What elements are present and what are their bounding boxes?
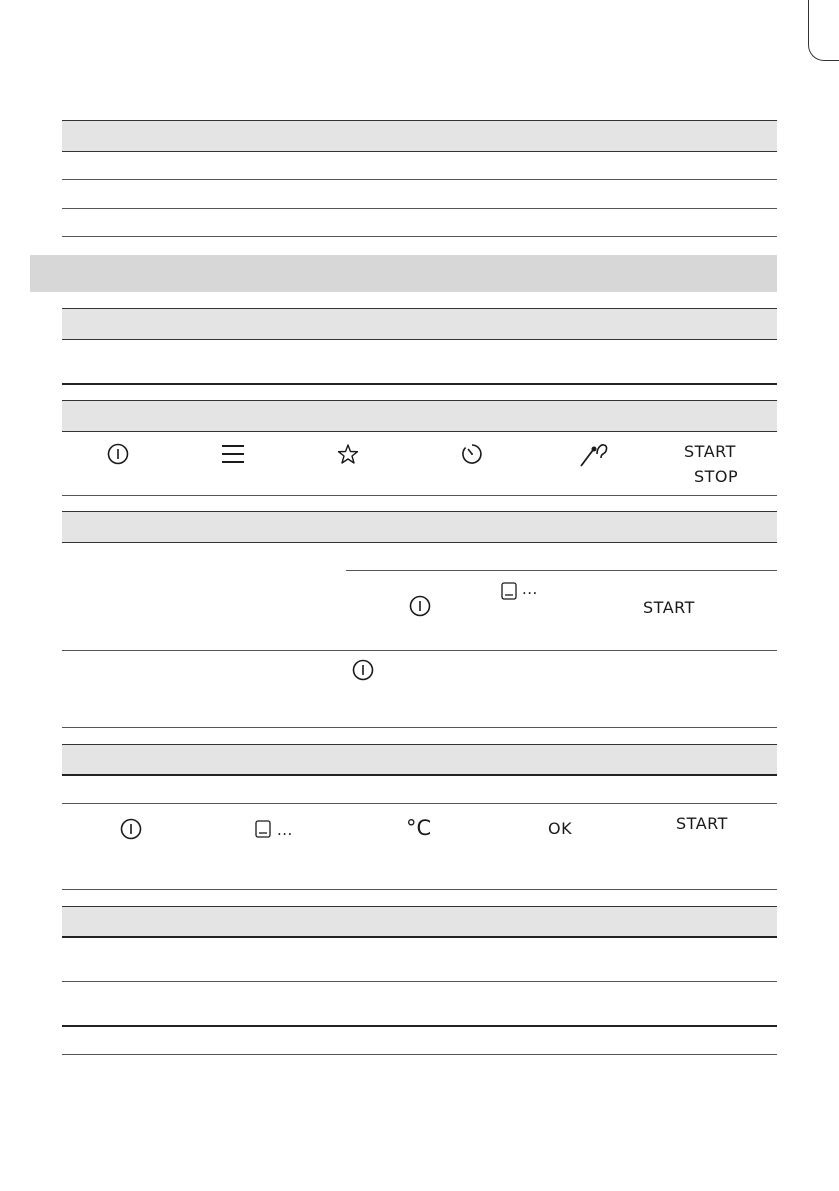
table-header-band: [62, 308, 777, 340]
start-label: START: [643, 598, 695, 617]
table-row-divider: [62, 650, 777, 651]
table-row-divider: [62, 774, 777, 776]
temperature-icon: °C: [406, 816, 432, 840]
table-header-band: [62, 511, 777, 543]
table-bottom-rule: [62, 383, 777, 385]
oven-function-icon: [254, 819, 272, 839]
table-row-divider: [62, 208, 777, 209]
table-header-band: [62, 400, 777, 432]
table-bottom-rule: [62, 495, 777, 496]
table-bottom-rule: [62, 1054, 777, 1055]
ok-label: OK: [548, 819, 573, 838]
probe-icon: [579, 442, 609, 468]
timer-icon: [460, 442, 484, 466]
table-row-divider: [62, 179, 777, 180]
table-bottom-rule: [62, 727, 777, 728]
stop-label: STOP: [694, 467, 739, 486]
ellipsis: ...: [522, 580, 538, 598]
table-row-divider: [62, 1025, 777, 1027]
table-row-divider: [346, 570, 777, 571]
page-edge-tab: [808, 0, 839, 61]
star-icon: [336, 442, 360, 466]
start-label: START: [676, 814, 728, 833]
table-row-divider: [62, 236, 777, 237]
table-header-band: [62, 906, 777, 938]
menu-icon: [220, 442, 246, 466]
start-label: START: [684, 442, 736, 461]
table-row-divider: [62, 803, 777, 804]
ellipsis: ...: [277, 821, 293, 839]
power-icon: [106, 442, 130, 466]
table-bottom-rule: [62, 889, 777, 890]
power-icon: [408, 594, 432, 618]
section-heading-band: [30, 255, 777, 292]
power-icon: [351, 658, 375, 682]
table-header-band: [62, 744, 777, 775]
table-row-divider: [62, 981, 777, 982]
table-header-band: [62, 120, 777, 152]
table-row-divider: [62, 936, 777, 938]
power-icon: [119, 817, 143, 841]
oven-function-icon: [500, 581, 518, 601]
